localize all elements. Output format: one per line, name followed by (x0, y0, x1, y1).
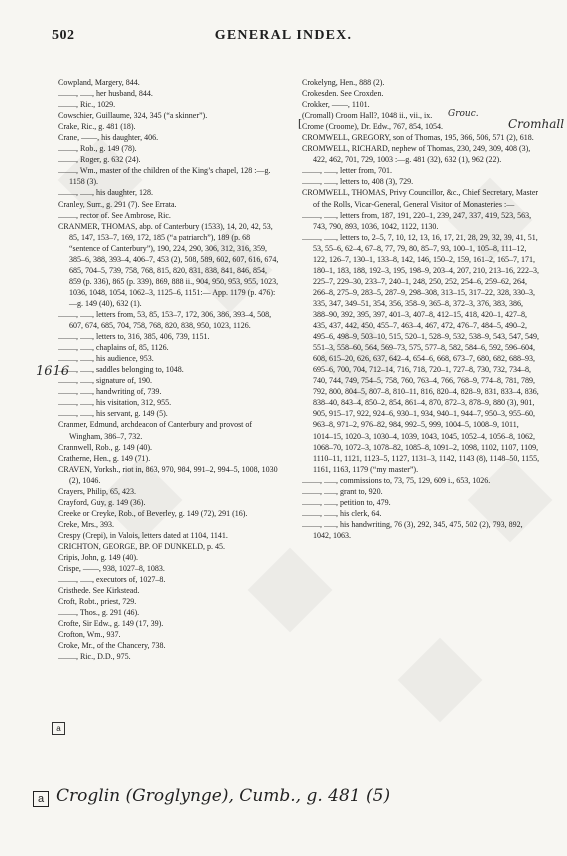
index-entry: CRANMER, THOMAS, abp. of Canterbury (1533), 14, 20, 42, 53, 85, 147, 153–7, 169, 172, 185 (“a patriarch”), 189 (p. 68 “sentence of Canterbury”), 190, 224, 290, 306, 312, 316, 359, 385–6, 388, 393–4, 406–7, 453 (2), 508, 589, 602, 607, 616, 674, 685, 704–5, 739, 758, 768, 815, 820, 831, 838, 841, 846, 854, 859 (p. 336), 865 (p. 339), 869, 888 ii., 904, 950, 953, 955, 1023, 1036, 1048, 1054, 1062–3, 1125–6, 1151:— App. 1179 (p. 476):—g. 149 (40), 632 (1). (58, 221, 279, 308)
page-title: GENERAL INDEX. (214, 28, 353, 43)
page-number: 502 (52, 28, 75, 43)
index-entry: Crokelyng, Hen., 888 (2). (302, 78, 385, 87)
index-entry: Crayford, Guy, g. 149 (36). (58, 497, 146, 507)
index-entry: Crayers, Philip, 65, 423. (58, 486, 136, 496)
handwritten-insert: Grouc. (448, 109, 479, 119)
index-entry: (Cromall) Croom Hall?, 1048 ii., vii., ix. (302, 111, 433, 121)
index-entry: Crofte, Sir Edw., g. 149 (17, 39). (58, 619, 164, 629)
index-entry: CROMWELL, THOMAS, Privy Councillor, &c., Chief Secretary, Master of the Rolls, Vicar-General, General Visitor of Monasteries :— (302, 188, 539, 209)
index-entry: ........., ......, signature of, 190. (58, 376, 152, 386)
index-entry: Croke, Mr., of the Chancery, 738. (58, 641, 166, 651)
index-entry: Crome (Croome), Dr. Edw., 767, 854, 1054. (302, 122, 444, 132)
index-entry: ........., ......, saddles belonging to, 1048. (58, 365, 184, 375)
index-entry: Crespy (Crepi), in Valois, letters dated at 1104, 1141. (58, 530, 228, 540)
index-entry: Cranley, Surr., g. 291 (7). See Errata. (58, 199, 177, 209)
index-entry: ........., rector of. See Ambrose, Ric. (58, 210, 171, 220)
index-entry: ........., ......, chaplains of, 85, 1126. (58, 343, 169, 353)
index-entry: ........., ......, executors of, 1027–8. (58, 575, 166, 585)
index-entry: Crane, ——, his daughter, 406. (58, 133, 159, 143)
index-entry: ........., ......, handwriting of, 739. (58, 387, 162, 397)
page-header (0, 28, 567, 48)
index-entry: Creke, Mrs., 393. (58, 519, 114, 529)
index-entry: CROMWELL, GREGORY, son of Thomas, 195, 366, 506, 571 (2), 618. (302, 133, 534, 143)
index-entry: CROMWELL, RICHARD, nephew of Thomas, 230, 249, 309, 408 (3), 422, 462, 701, 729, 1003 :—g. 481 (32), 632 (1), 962 (22). (302, 144, 531, 165)
index-entry: ........., ......, his daughter, 128. (58, 188, 154, 198)
index-entry: Cowpland, Margery, 844. (58, 78, 140, 87)
index-entry: Crannwell, Rob., g. 149 (40). (58, 442, 152, 452)
index-entry: ........., ......, his clerk, 64. (302, 508, 382, 518)
index-entry: ........., Ric., D.D., 975. (58, 652, 131, 662)
index-entry: CRICHTON, GEORGE, BP. OF DUNKELD, p. 45. (58, 541, 225, 551)
index-entry: ........., Ric., 1029. (58, 100, 116, 110)
index-entry: Cristhede. See Kirkstead. (58, 586, 140, 596)
watermark-shape (398, 638, 483, 723)
footnote-mark-box: a (33, 791, 49, 807)
index-entry: ........., ......, his audience, 953. (58, 354, 154, 364)
index-entry: ........., Wm., master of the children of the King’s chapel, 128 :—g. 1158 (3). (58, 166, 271, 187)
index-entry: ........., ......, grant to, 920. (302, 486, 383, 496)
index-entry: ........., ......, letters to, 408 (3), 729. (302, 177, 414, 187)
index-entry: Cripis, John, g. 149 (40). (58, 553, 138, 563)
index-entry: ........., ......, his visitation, 312, 955. (58, 398, 172, 408)
left-index-column (58, 77, 280, 662)
index-entry: ........., ......, letters to, 316, 385, 406, 739, 1151. (58, 332, 210, 342)
index-entry: ........., ......, letter from, 701. (302, 166, 392, 176)
index-entry: Crokker, ——, 1101. (302, 100, 370, 110)
index-entry: ........., Thos., g. 291 (46). (58, 608, 140, 618)
index-entry: ........., ......, his servant, g. 149 (5). (58, 409, 168, 419)
index-entry: ........., Roger, g. 632 (24). (58, 155, 141, 165)
index-entry: Crofton, Wm., 937. (58, 630, 121, 640)
index-entry: ........., Rob., g. 149 (78). (58, 144, 137, 154)
index-entry: Crake, Ric., g. 481 (18). (58, 122, 136, 132)
index-entry: ........., ......, letters from, 53, 85, 153–7, 172, 306, 386, 393–4, 508, 607, 674, 685, 704, 758, 768, 820, 838, 950, 1023, 1126. (58, 309, 272, 331)
index-entry: ........., ......, petition to, 479. (302, 497, 391, 507)
index-entry: Cowschier, Guillaume, 324, 345 (“a skinner”). (58, 111, 208, 121)
index-entry: ........., ......, letters from, 187, 191, 220–1, 239, 247, 337, 419, 523, 563, 743, 790, 893, 1036, 1042, 1122, 1130. (302, 210, 532, 231)
index-entry: Crokesden. See Croxden. (302, 89, 384, 99)
insert-bracket: [ (298, 116, 302, 130)
insertion-mark-box: a (52, 722, 65, 735)
handwritten-margin-year: 1616 (36, 364, 70, 379)
index-entry: Creeke or Creyke, Rob., of Beverley, g. 149 (72), 291 (16). (58, 508, 248, 518)
index-entry: Cranmer, Edmund, archdeacon of Canterbury and provost of Wingham, 386–7, 732. (58, 420, 253, 441)
handwritten-margin-note: Cromhall (508, 117, 565, 131)
index-entry: ........., ......, her husband, 844. (58, 89, 153, 99)
handwritten-footnote: Croglin (Groglynge), Cumb., g. 481 (5) (56, 786, 391, 806)
index-entry: ........., ......, his handwriting, 76 (3), 292, 345, 475, 502 (2), 793, 892, 1042, 1063. (302, 519, 523, 540)
index-entry: CRAVEN, Yorksh., riot in, 863, 970, 984, 991–2, 994–5, 1008, 1030 (2), 1046. (58, 464, 278, 485)
index-entry: Croft, Robt., priest, 729. (58, 597, 137, 607)
index-entry: Crispe, ——, 938, 1027–8, 1083. (58, 564, 165, 574)
index-entry: ........., ......, letters to, 2–5, 7, 10, 12, 13, 16, 17, 21, 28, 29, 32, 39, 41, 51, 53, 55–6, 62–4, 67–8, 77, 79, 80, 85–7, 93, 100–1, 105–8, 111–12, 122, 126–7, 130–1, 133–8, 142, 146, 150–2, 159, 161–2, 165–7, 171, 180–1, 183, 188, 192–3, 195, 198–9, 203–4, 207, 210, 213–16, 222–3, 225–7, 229–30, 233–7, 240–1, 248, 250, 252, 254–6, 259–62, 264, 266–8, 275–9, 283–5, 287–9, 298–308, 313–15, 317–22, 328, 330–3, 335, 347, 349–51, 354, 356, 358–9, 365–8, 372–3, 376, 383, 386, 388–90, 392, 395, 397, 401–3, 407–8, 412–15, 418, 420–1, 427–8, 435, 437, 442, 450, 455–7, 463–4, 467, 472, 476–7, 484–5, 490–2, 495–6, 498–9, 503–10, 515, 520–1, 528–9, 532, 538–9, 543, 547, 549, 551–3, 558–60, 564, 569–73, 575, 577–8, 582, 584–6, 592, 596–604, 608, 615–20, 626, 637, 642–4, 654–6, 668, 673–7, 680, 682, 688–93, 695–6, 700, 704, 712–14, 716, 718, 720–1, 727–8, 730, 732, 734–8, 740, 744, 749, 754–5, 758, 760, 763–4, 766, 768–9, 774–8, 781, 789, 792, 800, 804–5, 807–8, 810–11, 816, 820–4, 828–9, 831, 833–4, 836, 838–40, 843–4, 850–2, 854, 861–4, 870, 872–3, 878–9, 880 (3), 901, 905, 915–17, 922, 924–6, 930–1, 934, 940–1, 944–7, 950–3, 955–60, 963–8, 971–2, 976–82, 984, 992–5, 999, 1004–5, 1008–9, 1011, 1014–15, 1020–3, 1030–4, 1039, 1043, 1045, 1052–4, 1056–8, 1062, 1068–70, 1072–3, 1078–82, 1085–8, 1091–2, 1098, 1102, 1107, 1109, 1110–11, 1121, 1123–5, 1127, 1131–3, 1142, 1143 (8), 1148–50, 1155, 1161, 1163, 1179 (“my master”). (302, 232, 540, 474)
right-index-column (302, 77, 540, 541)
index-entry: ........., ......, commissions to, 73, 75, 129, 609 i., 653, 1026. (302, 475, 491, 485)
index-entry: Cratherne, Hen., g. 149 (71). (58, 453, 151, 463)
